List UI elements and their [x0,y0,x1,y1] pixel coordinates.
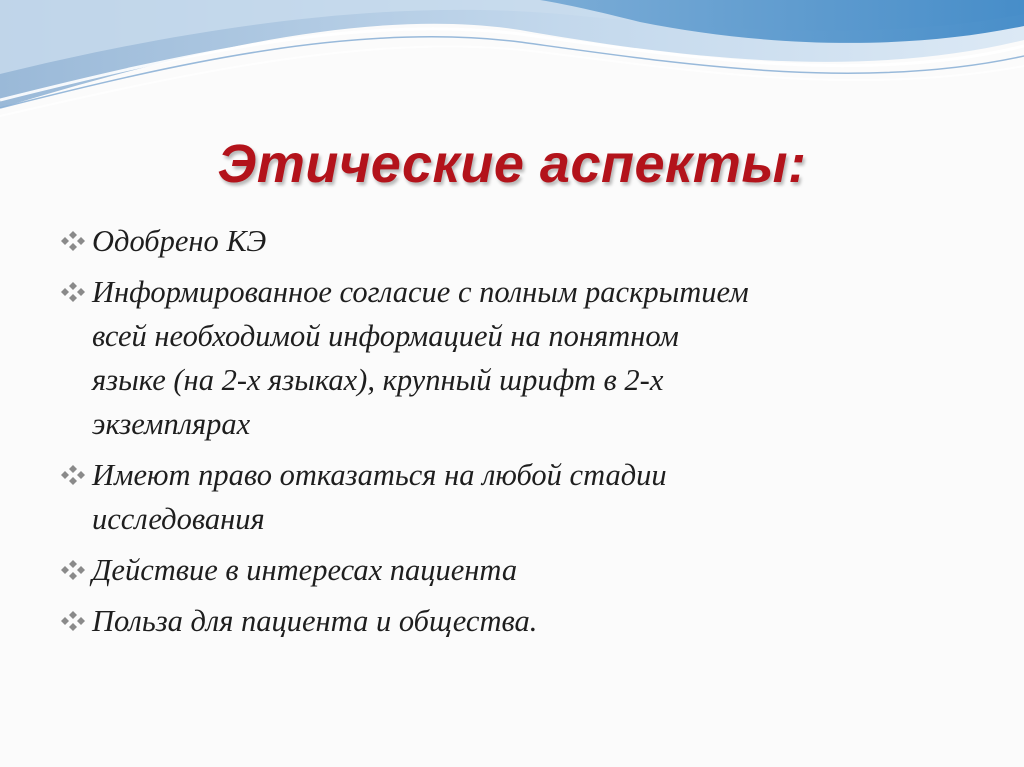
four-diamond-bullet-icon [60,281,86,303]
bullet-line: Одобрено КЭ [92,224,267,258]
four-diamond-bullet-icon [60,559,86,581]
bullet-item [58,270,978,446]
slide-title: Этические аспекты: [217,134,807,194]
header-wave-decoration [0,0,1024,130]
bullet-item [58,548,978,592]
bullet-line: Информированное согласие с полным раскрытием [92,275,749,309]
bullet-item [58,453,978,541]
bullet-list [58,219,978,650]
bullet-item [58,219,978,263]
four-diamond-bullet-icon [60,230,86,252]
bullet-line: Польза для пациента и общества. [92,604,538,638]
four-diamond-bullet-icon [60,610,86,632]
four-diamond-bullet-icon [60,464,86,486]
bullet-line: Имеют право отказаться на любой стадии [92,458,667,492]
bullet-line: исследования [92,502,265,536]
bullet-line: Действие в интересах пациента [92,553,518,587]
bullet-item [58,599,978,643]
bullet-line: экземплярах [92,407,251,441]
bullet-line: языке (на 2-х языках), крупный шрифт в 2-х [92,363,664,397]
bullet-line: всей необходимой информацией на понятном [92,319,679,353]
